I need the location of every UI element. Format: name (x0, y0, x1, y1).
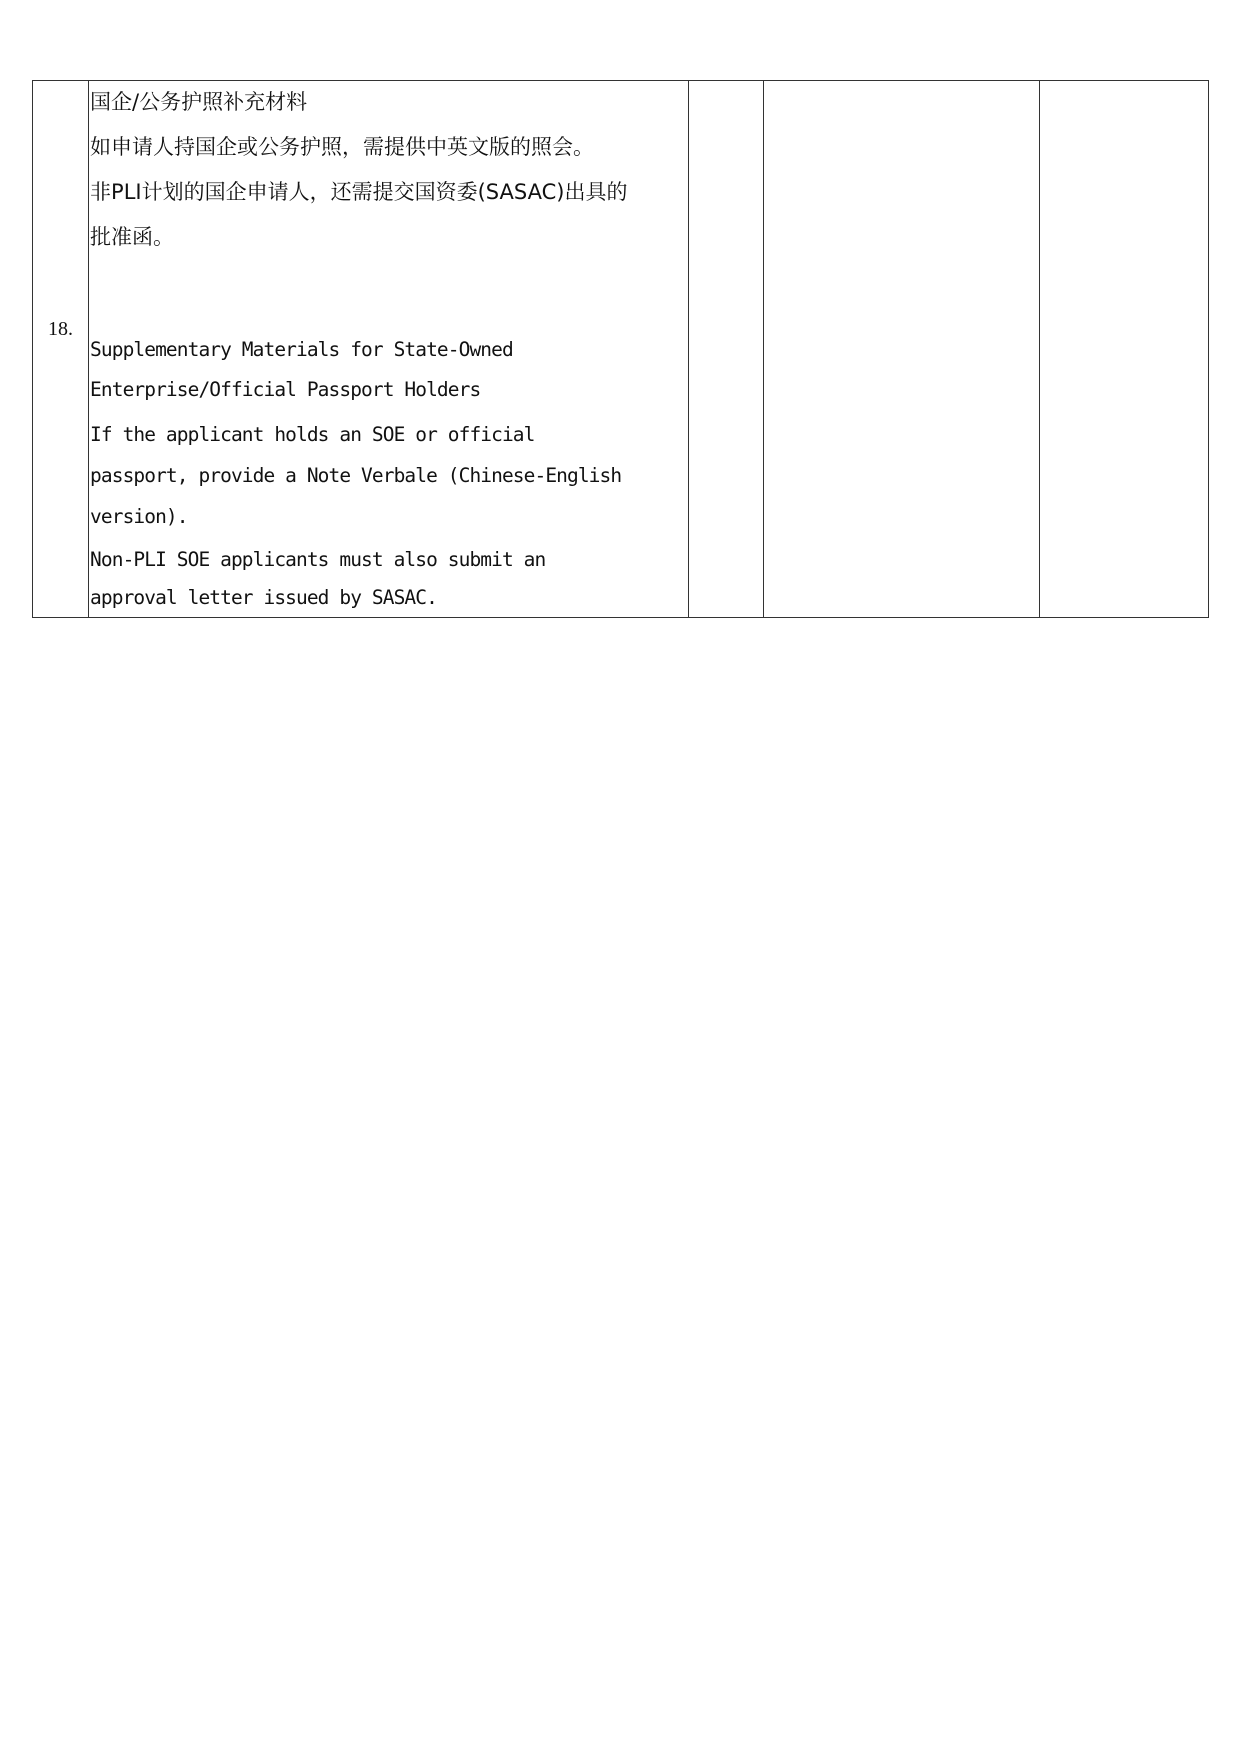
empty-cell (1039, 81, 1208, 618)
row-number: 18. (48, 317, 74, 340)
en-line: Non-PLI SOE applicants must also submit an (90, 548, 546, 571)
en-line: version). (90, 505, 188, 528)
table-row (33, 81, 1209, 618)
en-line: passport, provide a Note Verbale (Chinese-English (90, 464, 622, 487)
empty-cell (688, 81, 763, 618)
en-title-line: Supplementary Materials for State-Owned (90, 338, 513, 361)
description-cell (89, 81, 689, 618)
zh-line: 如申请人持国企或公务护照，需提供中英文版的照会。 (90, 135, 595, 159)
empty-cell (763, 81, 1039, 618)
en-title-line: Enterprise/Official Passport Holders (90, 378, 481, 401)
row-number-cell (33, 81, 89, 618)
en-line: If the applicant holds an SOE or official (90, 423, 535, 446)
zh-line: 批准函。 (90, 225, 175, 249)
en-line: approval letter issued by SASAC. (90, 586, 437, 609)
requirements-table (32, 80, 1209, 618)
zh-title: 国企/公务护照补充材料 (90, 90, 308, 114)
zh-line: 非PLI计划的国企申请人，还需提交国资委(SASAC)出具的 (90, 180, 628, 204)
